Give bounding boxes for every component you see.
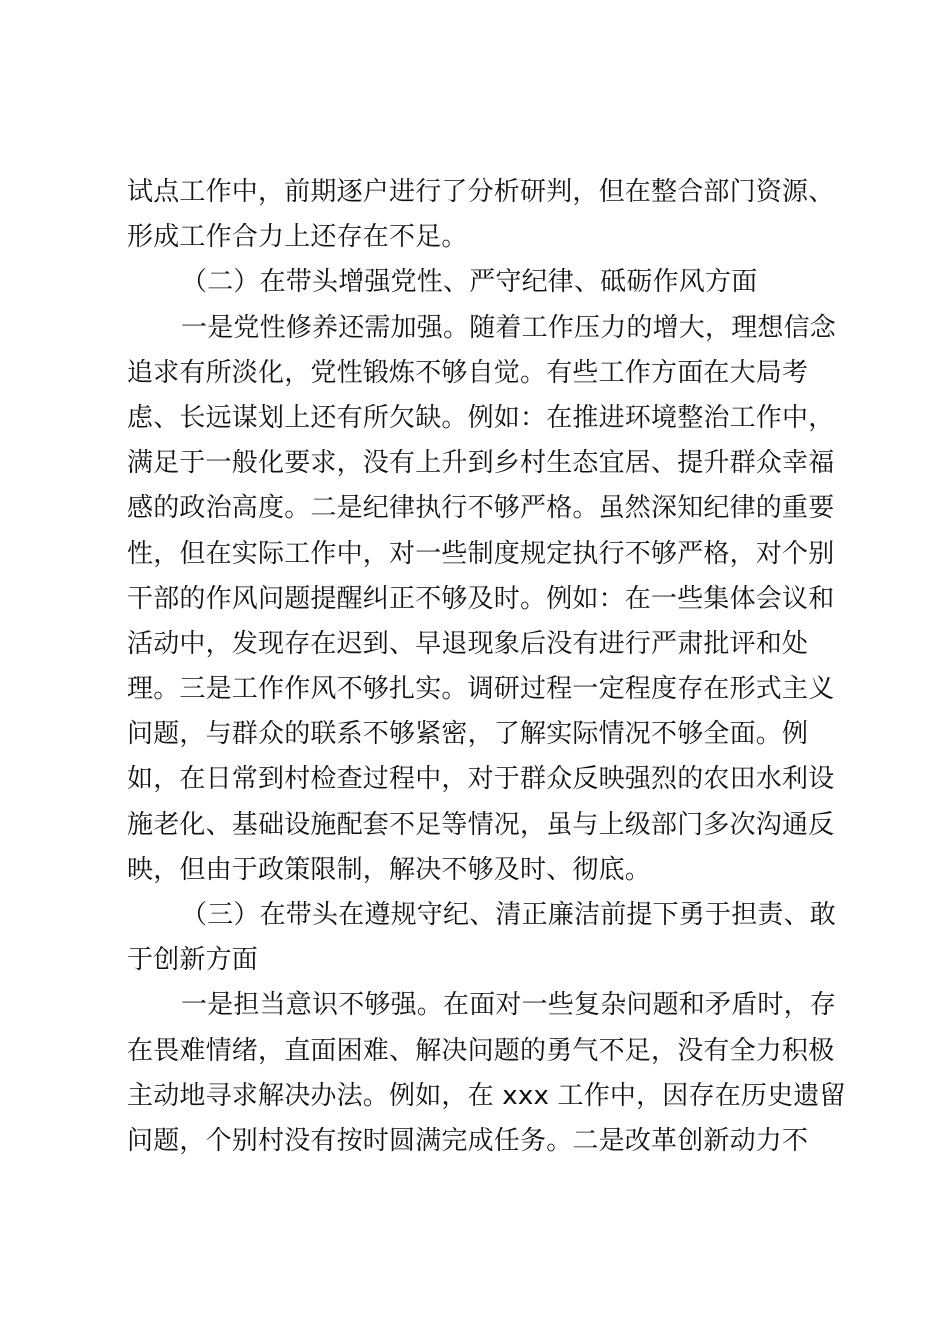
text-line: 追求有所淡化，党性锻炼不够自觉。有些工作方面在大局考 xyxy=(127,357,809,388)
text-line: 满足于一般化要求，没有上升到乡村生态宜居、提升群众幸福 xyxy=(127,448,835,479)
text-line: 在畏难情绪，直面困难、解决问题的勇气不足，没有全力积极 xyxy=(127,1035,835,1066)
text-line: 如，在日常到村检查过程中，对于群众反映强烈的农田水利设 xyxy=(127,764,835,795)
text-line: 一是担当意识不够强。在面对一些复杂问题和矛盾时，存 xyxy=(181,990,837,1021)
text-line: 问题，与群众的联系不够紧密，了解实际情况不够全面。例 xyxy=(127,719,809,750)
text-line: 映，但由于政策限制，解决不够及时、彻底。 xyxy=(127,854,652,885)
section-heading-continued: 于创新方面 xyxy=(127,945,259,976)
text-line: 形成工作合力上还存在不足。 xyxy=(127,222,468,253)
text-line: 主动地寻求解决办法。例如，在 xxx 工作中，因存在历史遗留 xyxy=(127,1080,846,1111)
text-line: 一是党性修养还需加强。随着工作压力的增大，理想信念 xyxy=(181,312,837,343)
text-line: 施老化、基础设施配套不足等情况，虽与上级部门多次沟通反 xyxy=(127,809,835,840)
text-line: 问题，个别村没有按时圆满完成任务。二是改革创新动力不 xyxy=(127,1125,809,1156)
text-line: 试点工作中，前期逐户进行了分析研判，但在整合部门资源、 xyxy=(127,177,835,207)
text-line: 活动中，发现存在迟到、早退现象后没有进行严肃批评和处 xyxy=(127,628,809,659)
text-line: 感的政治高度。二是纪律执行不够严格。虽然深知纪律的重要 xyxy=(127,493,835,524)
text-line: 虑、长远谋划上还有所欠缺。例如：在推进环境整治工作中， xyxy=(127,402,835,433)
section-heading: （二）在带头增强党性、严守纪律、砥砺作风方面 xyxy=(181,267,758,298)
document-body xyxy=(127,170,846,1164)
text-line: 性，但在实际工作中，对一些制度规定执行不够严格，对个别 xyxy=(127,538,835,569)
text-line: 干部的作风问题提醒纠正不够及时。例如：在一些集体会议和 xyxy=(127,583,835,614)
section-heading: （三）在带头在遵规守纪、清正廉洁前提下勇于担责、敢 xyxy=(181,900,837,930)
text-line: 理。三是工作作风不够扎实。调研过程一定程度存在形式主义 xyxy=(127,674,835,705)
